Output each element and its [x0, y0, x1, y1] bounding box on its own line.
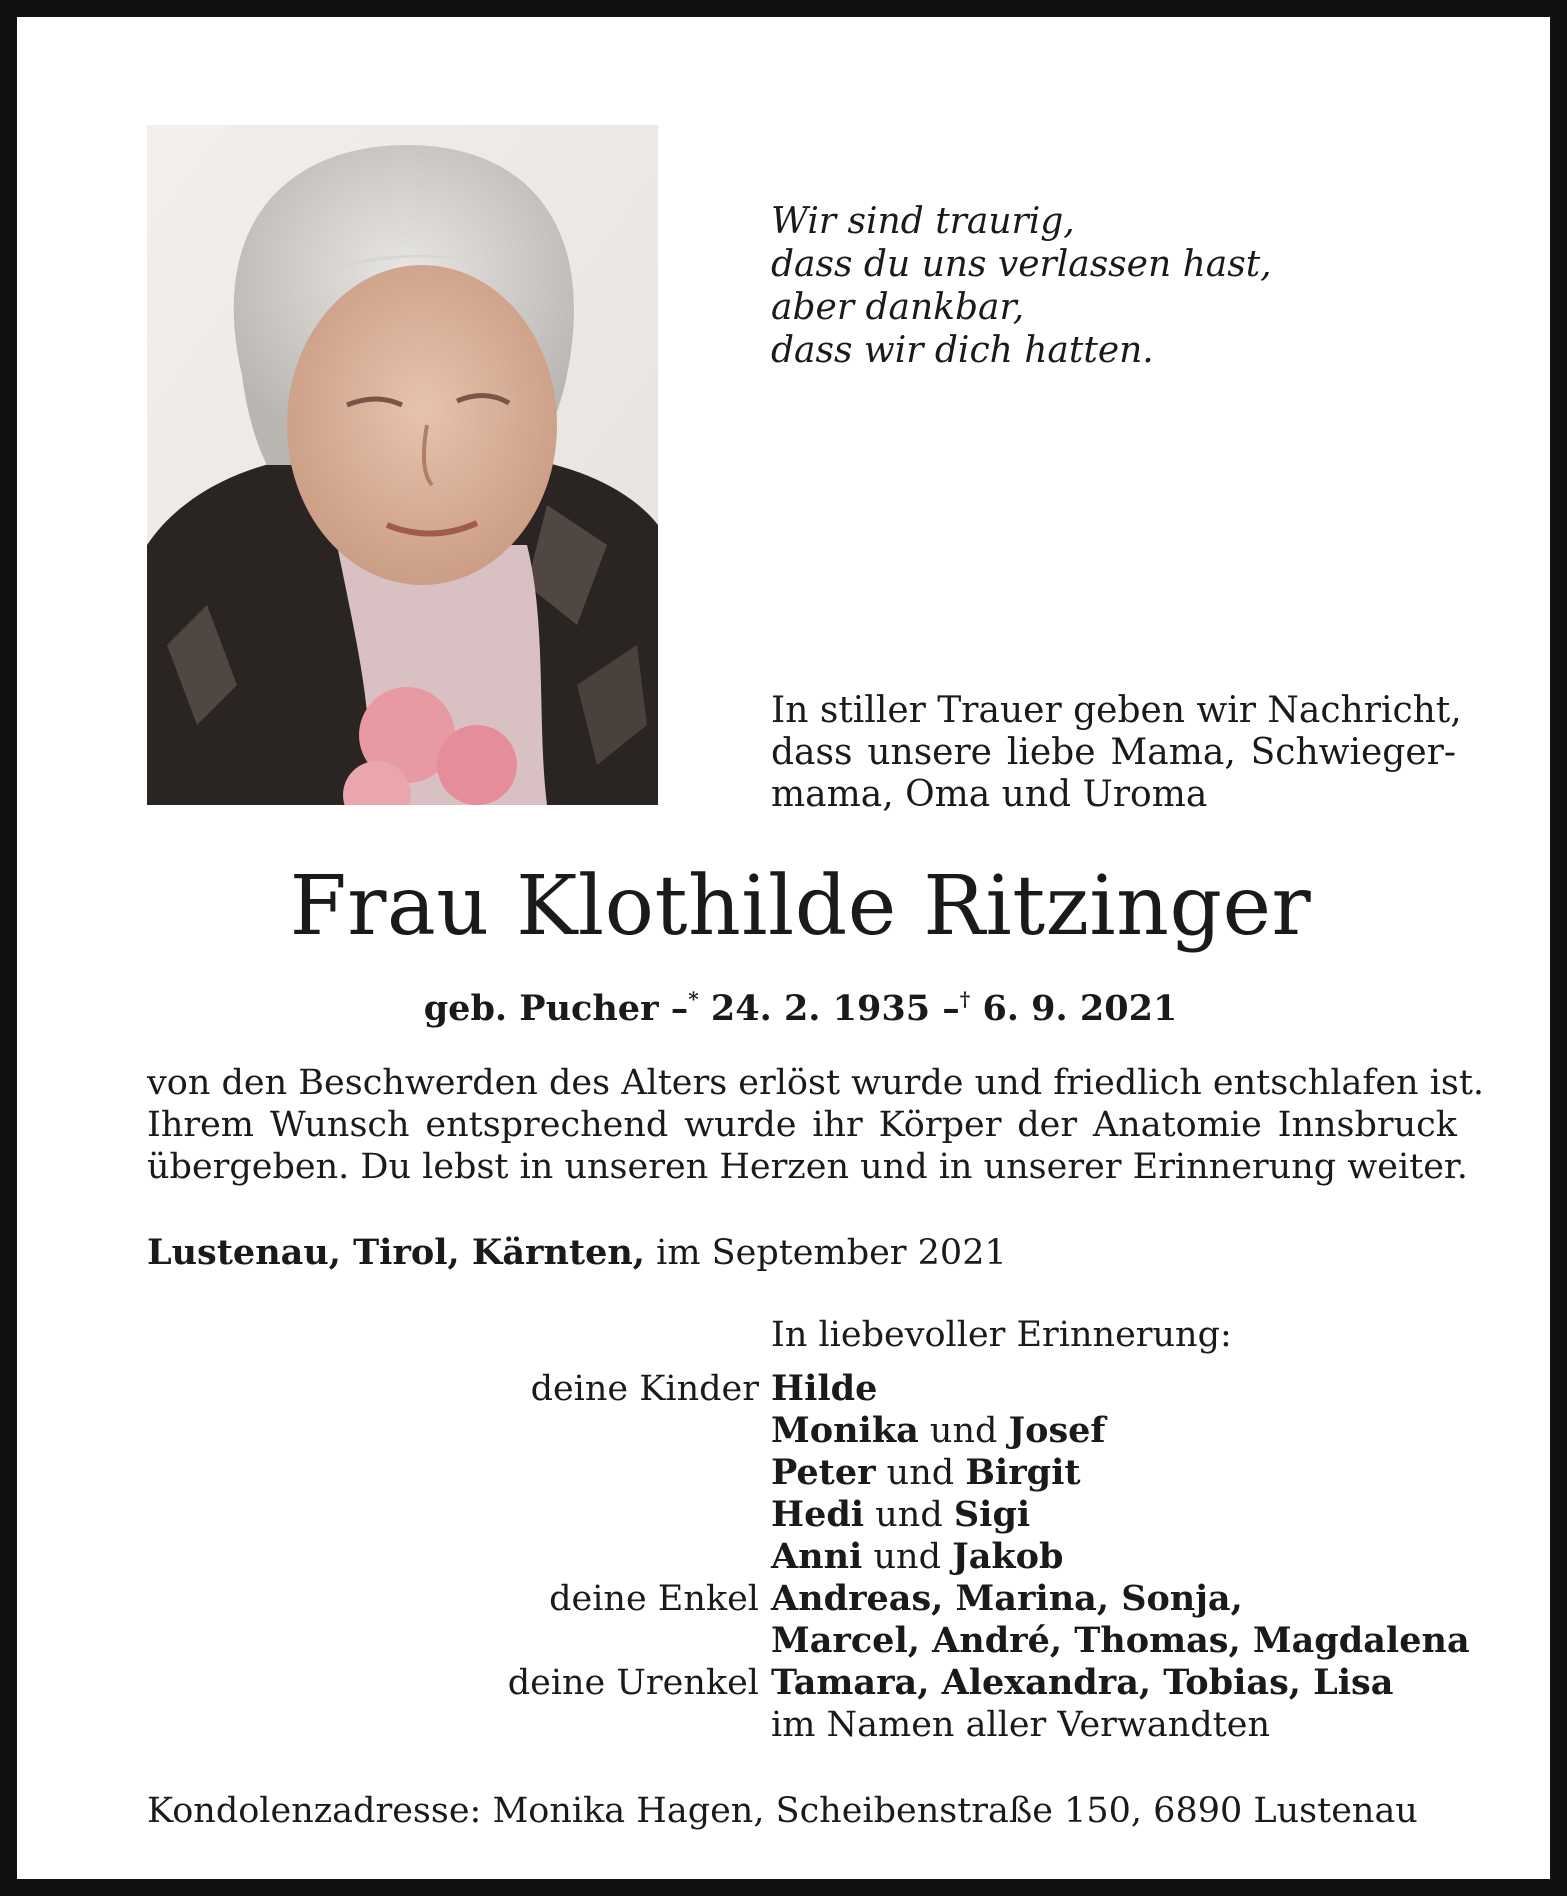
memory-heading: In liebevoller Erinnerung:	[771, 1315, 1232, 1355]
family-row	[17, 1410, 1567, 1452]
child-name: Hilde	[771, 1368, 878, 1409]
poem-line: dass du uns verlassen hast,	[771, 244, 1272, 285]
child-name: Anni	[771, 1536, 863, 1577]
separator: –	[670, 988, 689, 1029]
enkel-label: deine Enkel	[549, 1579, 759, 1619]
body-text	[147, 1062, 1485, 1188]
intro-text	[771, 690, 1462, 816]
body-line: übergeben. Du lebst in unseren Herzen und in unserer Erinnerung weiter.	[147, 1147, 1468, 1187]
conjunction: und	[886, 1453, 955, 1493]
birth-date: 24. 2. 1935	[710, 988, 931, 1029]
portrait-photo	[147, 125, 658, 805]
birth-name: geb. Pucher	[423, 988, 659, 1029]
portrait-illustration	[147, 125, 658, 805]
intro-line: mama, Oma und Uroma	[771, 774, 1208, 815]
child-name: Monika	[771, 1410, 919, 1451]
places: Lustenau, Tirol, Kärnten,	[147, 1232, 645, 1273]
poem-line: aber dankbar,	[771, 287, 1025, 328]
urenkel-label: deine Urenkel	[507, 1663, 759, 1703]
partner-name: Jakob	[952, 1536, 1064, 1577]
family-row	[17, 1452, 1567, 1494]
death-date: 6. 9. 2021	[982, 988, 1178, 1029]
body-line: von den Beschwerden des Alters erlöst wurde und friedlich entschlafen ist.	[147, 1063, 1485, 1103]
intro-line: In stiller Trauer geben wir Nachricht,	[771, 690, 1462, 731]
family-row	[17, 1662, 1567, 1704]
conjunction: und	[875, 1495, 943, 1535]
partner-name: Sigi	[953, 1494, 1031, 1535]
place-date	[147, 1232, 1007, 1274]
family-row	[17, 1536, 1567, 1578]
died-symbol: †	[959, 987, 971, 1011]
poem-line: dass wir dich hatten.	[771, 330, 1154, 371]
closing-line: im Namen aller Verwandten	[771, 1705, 1270, 1745]
intro-line: dass unsere liebe Mama, Schwieger-	[771, 732, 1456, 773]
kinder-label: deine Kinder	[530, 1369, 759, 1409]
poem-line: Wir sind traurig,	[771, 201, 1075, 242]
life-dates	[17, 977, 1567, 1031]
condolence-address: Kondolenzadresse: Monika Hagen, Scheibenstraße 150, 6890 Lustenau	[147, 1791, 1418, 1831]
child-name: Peter	[771, 1452, 876, 1493]
separator: –	[942, 988, 960, 1029]
family-row	[17, 1578, 1567, 1620]
family-row	[17, 1494, 1567, 1536]
family-row	[17, 1620, 1567, 1662]
great-grandchildren-names: Tamara, Alexandra, Tobias, Lisa	[771, 1662, 1394, 1703]
born-symbol: *	[688, 987, 699, 1011]
family-row	[17, 1368, 1567, 1410]
deceased-name: Frau Klothilde Ritzinger	[289, 859, 1312, 954]
grandchildren-names: Marcel, André, Thomas, Magdalena	[771, 1620, 1470, 1661]
partner-name: Birgit	[965, 1452, 1081, 1493]
child-name: Hedi	[771, 1494, 865, 1535]
body-line: Ihrem Wunsch entsprechend wurde ihr Körper der Anatomie Innsbruck	[147, 1105, 1457, 1145]
conjunction: und	[873, 1537, 941, 1577]
month-date: im September 2021	[656, 1233, 1007, 1273]
partner-name: Josef	[1008, 1410, 1106, 1451]
grandchildren-names: Andreas, Marina, Sonja,	[771, 1578, 1243, 1619]
conjunction: und	[929, 1411, 998, 1451]
poem	[771, 200, 1272, 372]
family-row	[17, 1704, 1567, 1746]
